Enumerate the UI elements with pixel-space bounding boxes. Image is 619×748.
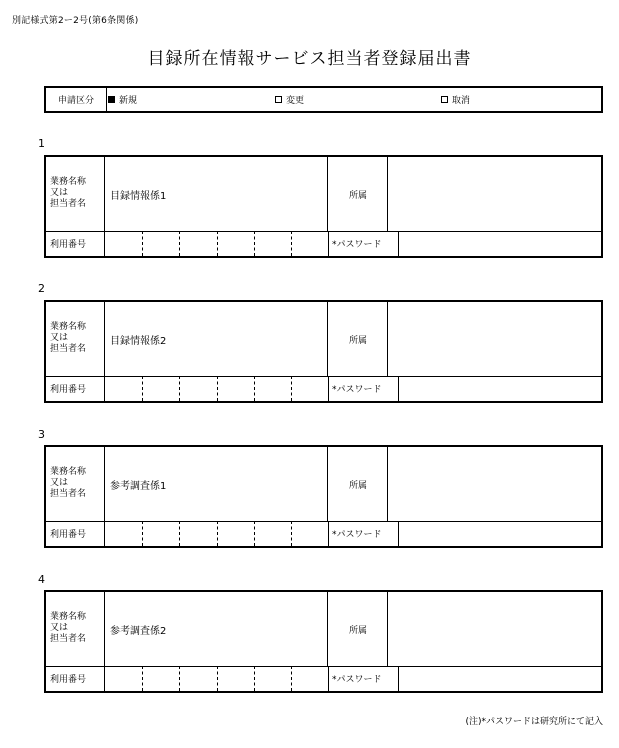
password-label: *パスワード bbox=[329, 376, 399, 401]
digit-box[interactable] bbox=[180, 521, 217, 546]
business-name-label: 業務名称 又は 担当者名 bbox=[46, 157, 105, 231]
section-block bbox=[44, 300, 603, 403]
checkbox-checked-icon[interactable] bbox=[108, 96, 115, 103]
digit-box[interactable] bbox=[180, 376, 217, 401]
digit-box[interactable] bbox=[180, 666, 217, 691]
digit-box[interactable] bbox=[106, 521, 143, 546]
business-name-value[interactable]: 参考調査係2 bbox=[106, 592, 328, 666]
user-number-field[interactable] bbox=[106, 231, 329, 256]
option-new-label: 新規 bbox=[119, 96, 138, 106]
footnote: (注)*パスワードは研究所にて記入 bbox=[465, 717, 603, 727]
business-name-value[interactable]: 参考調査係1 bbox=[106, 447, 328, 521]
digit-box[interactable] bbox=[143, 231, 180, 256]
business-name-value[interactable]: 目録情報係1 bbox=[106, 157, 328, 231]
option-change[interactable] bbox=[275, 88, 304, 111]
password-label: *パスワード bbox=[329, 666, 399, 691]
affiliation-label: 所属 bbox=[329, 302, 388, 376]
user-number-field[interactable] bbox=[106, 666, 329, 691]
digit-box[interactable] bbox=[255, 521, 292, 546]
digit-box[interactable] bbox=[143, 666, 180, 691]
password-field[interactable] bbox=[400, 231, 601, 256]
digit-box[interactable] bbox=[218, 521, 255, 546]
digit-box[interactable] bbox=[218, 666, 255, 691]
digit-box[interactable] bbox=[143, 521, 180, 546]
password-field[interactable] bbox=[400, 376, 601, 401]
digit-box[interactable] bbox=[218, 231, 255, 256]
digit-box[interactable] bbox=[180, 231, 217, 256]
checkbox-empty-icon[interactable] bbox=[275, 96, 282, 103]
application-type-label: 申請区分 bbox=[46, 88, 107, 111]
digit-box[interactable] bbox=[292, 376, 328, 401]
password-field[interactable] bbox=[400, 666, 601, 691]
password-field[interactable] bbox=[400, 521, 601, 546]
page-title: 目録所在情報サービス担当者登録届出書 bbox=[147, 49, 472, 69]
user-number-field[interactable] bbox=[106, 376, 329, 401]
user-number-label: 利用番号 bbox=[46, 521, 105, 546]
digit-box[interactable] bbox=[255, 666, 292, 691]
digit-box[interactable] bbox=[292, 521, 328, 546]
business-name-value[interactable]: 目録情報係2 bbox=[106, 302, 328, 376]
section-block bbox=[44, 445, 603, 548]
business-name-label: 業務名称 又は 担当者名 bbox=[46, 447, 105, 521]
digit-box[interactable] bbox=[292, 231, 328, 256]
digit-box[interactable] bbox=[143, 376, 180, 401]
digit-box[interactable] bbox=[255, 376, 292, 401]
affiliation-label: 所属 bbox=[329, 592, 388, 666]
section-block bbox=[44, 155, 603, 258]
digit-box[interactable] bbox=[106, 666, 143, 691]
user-number-label: 利用番号 bbox=[46, 231, 105, 256]
section-number: 3 bbox=[38, 428, 45, 441]
option-new[interactable] bbox=[108, 88, 137, 111]
affiliation-field[interactable] bbox=[388, 592, 601, 666]
checkbox-empty-icon[interactable] bbox=[441, 96, 448, 103]
affiliation-label: 所属 bbox=[329, 157, 388, 231]
affiliation-field[interactable] bbox=[388, 447, 601, 521]
affiliation-field[interactable] bbox=[388, 157, 601, 231]
section-block bbox=[44, 590, 603, 693]
user-number-label: 利用番号 bbox=[46, 666, 105, 691]
section-number: 1 bbox=[38, 137, 45, 150]
option-cancel[interactable] bbox=[441, 88, 470, 111]
business-name-label: 業務名称 又は 担当者名 bbox=[46, 592, 105, 666]
form-reference: 別記様式第2ー2号(第6条関係) bbox=[12, 16, 139, 26]
option-change-label: 変更 bbox=[286, 96, 305, 106]
password-label: *パスワード bbox=[329, 231, 399, 256]
user-number-label: 利用番号 bbox=[46, 376, 105, 401]
section-number: 2 bbox=[38, 282, 45, 295]
digit-box[interactable] bbox=[106, 231, 143, 256]
user-number-field[interactable] bbox=[106, 521, 329, 546]
business-name-label: 業務名称 又は 担当者名 bbox=[46, 302, 105, 376]
digit-box[interactable] bbox=[292, 666, 328, 691]
password-label: *パスワード bbox=[329, 521, 399, 546]
option-cancel-label: 取消 bbox=[452, 96, 471, 106]
affiliation-label: 所属 bbox=[329, 447, 388, 521]
digit-box[interactable] bbox=[255, 231, 292, 256]
digit-box[interactable] bbox=[106, 376, 143, 401]
section-number: 4 bbox=[38, 573, 45, 586]
application-type-row bbox=[44, 86, 603, 113]
digit-box[interactable] bbox=[218, 376, 255, 401]
affiliation-field[interactable] bbox=[388, 302, 601, 376]
